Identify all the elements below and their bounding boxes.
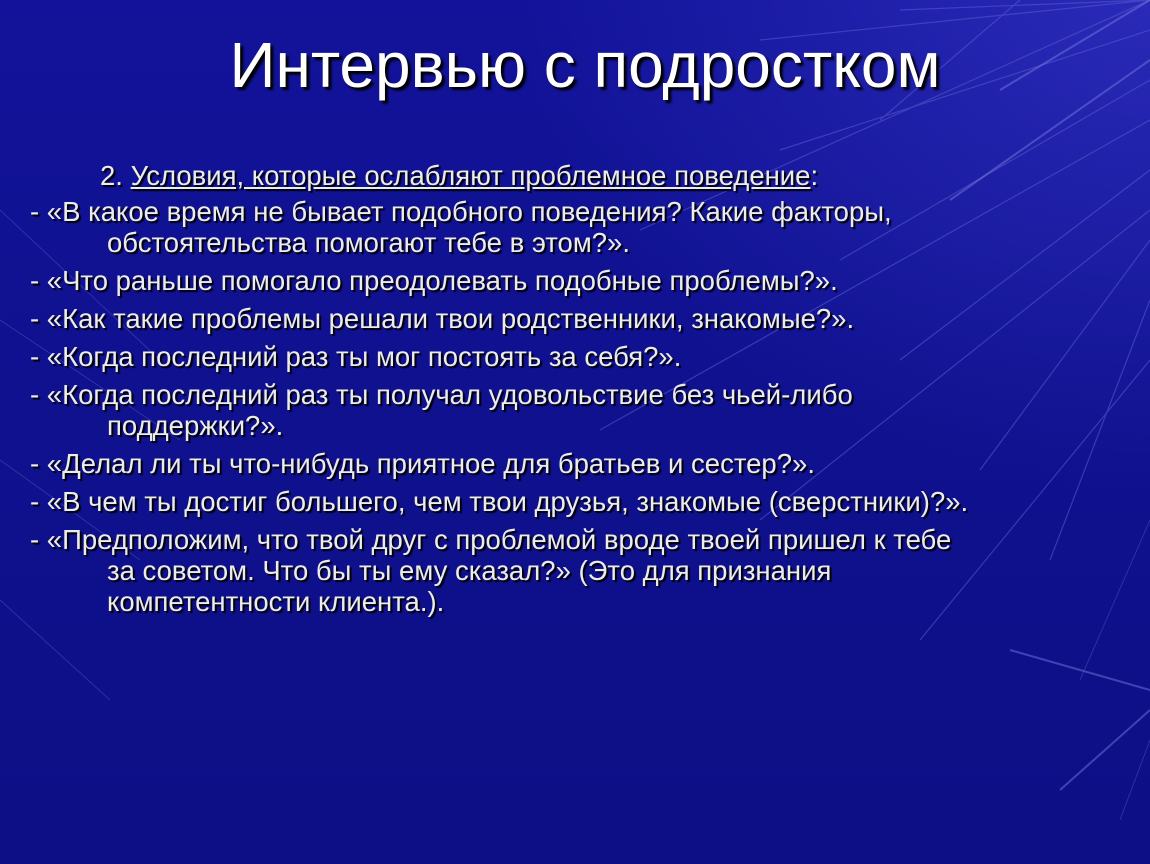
list-item-line: - «Предположим, что твой друг с проблемой вроде твоей пришел к тебе (30, 524, 952, 555)
slide-body (30, 160, 1140, 624)
subheading-number: 2. (100, 160, 131, 191)
list-item (30, 524, 1140, 617)
list-item-line: - «Когда последний раз ты мог постоять за себя?». (30, 341, 682, 372)
list-item-continuation: компетентности клиента.). (107, 586, 445, 617)
list-item (30, 303, 1140, 334)
slide-title: Интервью с подростком (229, 29, 941, 101)
list-item-line: - «В какое время не бывает подобного поведения? Какие факторы, (30, 196, 892, 227)
list-item-line: - «В чем ты достиг большего, чем твои друзья, знакомые (сверстники)?». (30, 486, 969, 517)
list-item-line: - «Как такие проблемы решали твои родственники, знакомые?». (30, 303, 855, 334)
list-item-continuation: поддержки?». (107, 410, 284, 441)
list-item-line: - «Что раньше помогало преодолевать подобные проблемы?». (30, 265, 838, 296)
list-item-continuation: за советом. Что бы ты ему сказал?» (Это для признания (107, 555, 832, 586)
list-item (30, 265, 1140, 296)
list-item (30, 196, 1140, 258)
list-item (30, 448, 1140, 479)
list-item (30, 341, 1140, 372)
list-item-continuation: обстоятельства помогают тебе в этом?». (107, 227, 630, 258)
list-item (30, 486, 1140, 517)
list-item-line: - «Делал ли ты что-нибудь приятное для братьев и сестер?». (30, 448, 815, 479)
subheading-suffix: : (810, 160, 819, 191)
list-item-line: - «Когда последний раз ты получал удовольствие без чьей-либо (30, 379, 853, 410)
subheading (30, 160, 1140, 191)
subheading-text: Условия, которые ослабляют проблемное поведение (130, 160, 811, 191)
list-item (30, 379, 1140, 441)
